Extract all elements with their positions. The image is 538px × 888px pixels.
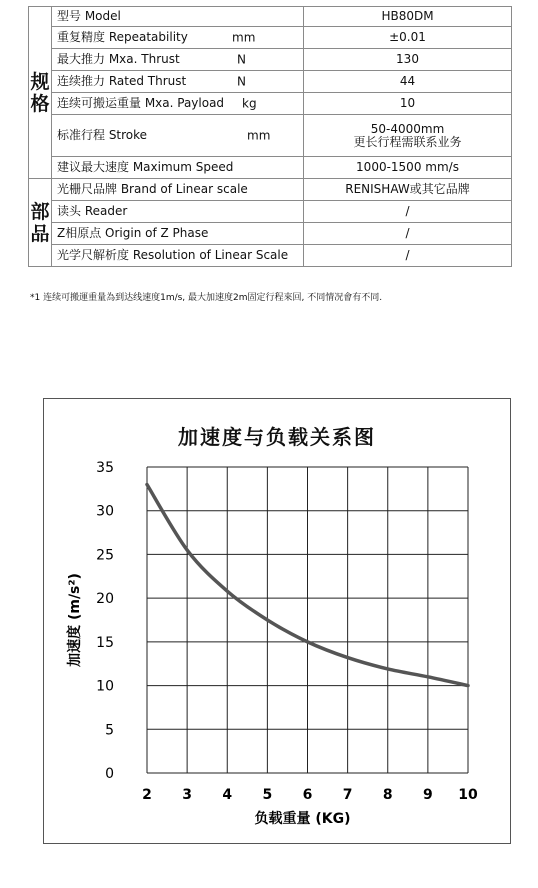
spec-value-cell: [304, 115, 512, 157]
spec-unit: mm: [232, 30, 256, 44]
chart-title: 加速度与负载关系图: [178, 425, 376, 449]
spec-value: HB80DM: [381, 9, 434, 23]
spec-value: 更长行程需联系业务: [353, 134, 462, 149]
spec-value-cell: [304, 49, 512, 71]
spec-unit: mm: [247, 128, 271, 142]
spec-value: 10: [399, 96, 416, 110]
spec-label: 连续可搬运重量 Mxa. Payload: [57, 96, 225, 110]
spec-unit: N: [237, 74, 246, 88]
spec-value-cell: [304, 27, 512, 49]
x-tick-label: 6: [302, 787, 313, 803]
spec-label-cell: [52, 223, 304, 245]
spec-label: 建议最大速度 Maximum Speed: [57, 160, 234, 174]
spec-label-cell: [52, 157, 304, 179]
spec-value: 44: [399, 74, 416, 88]
y-tick-label: 15: [96, 634, 114, 651]
chart-frame: [43, 398, 511, 844]
spec-label-cell: [52, 245, 304, 267]
spec-label: 重复精度 Repeatability: [57, 30, 188, 44]
y-tick-label: 30: [96, 503, 114, 520]
spec-label: 标准行程 Stroke: [57, 128, 148, 142]
spec-unit: kg: [242, 96, 257, 110]
spec-value-cell: [304, 245, 512, 267]
spec-row: [29, 49, 512, 71]
spec-row: [29, 93, 512, 115]
spec-value-cell: [304, 157, 512, 179]
spec-value: /: [405, 204, 410, 218]
spec-label-cell: [52, 179, 304, 201]
spec-label-cell: [52, 49, 304, 71]
spec-group-label: 规 格: [29, 7, 52, 179]
spec-row: [29, 157, 512, 179]
x-axis-label: 负载重量 (KG): [254, 811, 351, 827]
spec-value: /: [405, 226, 410, 240]
x-tick-label: 7: [342, 787, 353, 803]
spec-label: 最大推力 Mxa. Thrust: [57, 52, 180, 66]
spec-row: [29, 115, 512, 157]
spec-value-cell: [304, 93, 512, 115]
spec-table: [28, 6, 512, 267]
spec-value-cell: [304, 201, 512, 223]
spec-value-cell: [304, 223, 512, 245]
spec-value-cell: [304, 71, 512, 93]
spec-label-cell: [52, 71, 304, 93]
footnote: *1 连续可搬運重量為到达线速度1m/s, 最大加速度2m固定行程來回, 不同情况會有不同.: [30, 293, 383, 303]
spec-value: RENISHAW或其它品牌: [345, 182, 470, 196]
spec-label-cell: [52, 93, 304, 115]
spec-label-cell: [52, 27, 304, 49]
spec-value: 130: [396, 52, 419, 66]
chart-svg: [44, 399, 510, 843]
x-tick-label: 10: [458, 787, 478, 803]
spec-value-cell: [304, 7, 512, 27]
spec-row: [29, 179, 512, 201]
x-tick-label: 9: [423, 787, 433, 803]
spec-value: ±0.01: [389, 30, 426, 44]
y-tick-label: 10: [96, 678, 114, 695]
spec-label-cell: [52, 201, 304, 223]
spec-label: 读头 Reader: [57, 204, 128, 218]
y-axis-label: 加速度 (m/s²): [67, 573, 83, 667]
spec-label: 型号 Model: [57, 9, 121, 23]
y-tick-label: 5: [105, 722, 114, 739]
spec-table-body: [29, 7, 512, 267]
spec-value-cell: [304, 179, 512, 201]
spec-unit: N: [237, 52, 246, 66]
spec-label: 连续推力 Rated Thrust: [57, 74, 187, 88]
x-tick-label: 5: [262, 787, 273, 803]
x-tick-label: 4: [222, 787, 233, 803]
spec-value: 50-4000mm: [370, 121, 445, 136]
spec-value: /: [405, 248, 410, 262]
x-tick-label: 8: [382, 787, 393, 803]
x-tick-label: 3: [182, 787, 192, 803]
spec-value: 1000-1500 mm/s: [356, 160, 459, 174]
y-tick-label: 0: [105, 766, 114, 782]
spec-row: [29, 245, 512, 267]
spec-row: [29, 27, 512, 49]
spec-row: [29, 71, 512, 93]
spec-label-cell: [52, 115, 304, 157]
spec-label: 光栅尺品牌 Brand of Linear scale: [57, 182, 248, 196]
x-tick-label: 2: [142, 787, 152, 803]
spec-label-cell: [52, 7, 304, 27]
y-tick-label: 35: [96, 460, 114, 476]
spec-label: 光学尺解析度 Resolution of Linear Scale: [57, 248, 289, 262]
spec-label: Z相原点 Origin of Z Phase: [57, 226, 209, 240]
y-tick-label: 20: [96, 591, 114, 608]
spec-row: [29, 201, 512, 223]
spec-row: [29, 223, 512, 245]
spec-row: [29, 7, 512, 27]
spec-group-label: 部 品: [29, 179, 52, 267]
y-tick-label: 25: [96, 547, 114, 564]
